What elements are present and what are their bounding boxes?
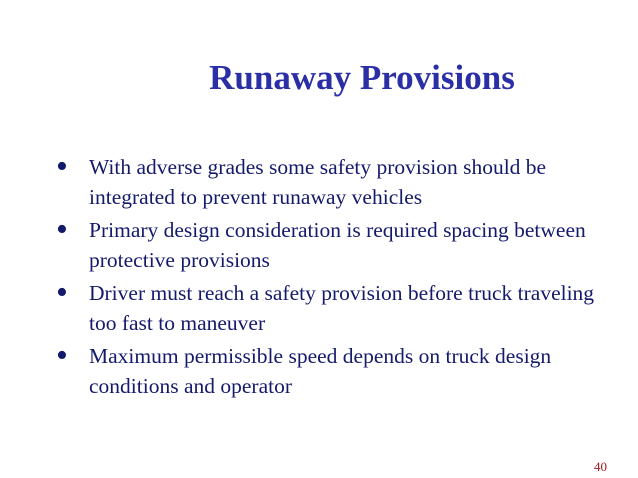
bullet-list — [56, 148, 616, 404]
bullet-item — [56, 274, 616, 338]
bullet-icon: • — [56, 148, 68, 185]
bullet-item — [56, 337, 616, 401]
bullet-icon: • — [56, 211, 68, 248]
bullet-icon: • — [56, 274, 68, 311]
bullet-text: Driver must reach a safety provision before truck traveling too fast to maneuver — [89, 281, 595, 335]
bullet-item — [56, 211, 616, 275]
bullet-text: Maximum permissible speed depends on truck design conditions and operator — [89, 344, 552, 398]
bullet-icon: • — [56, 337, 68, 374]
bullet-item — [56, 148, 616, 212]
bullet-text: With adverse grades some safety provision should be integrated to prevent runaway vehicles — [89, 155, 547, 209]
bullet-text: Primary design consideration is required spacing between protective provisions — [89, 218, 586, 272]
page-number: 40 — [594, 459, 607, 474]
slide-title: Runaway Provisions — [209, 58, 515, 97]
